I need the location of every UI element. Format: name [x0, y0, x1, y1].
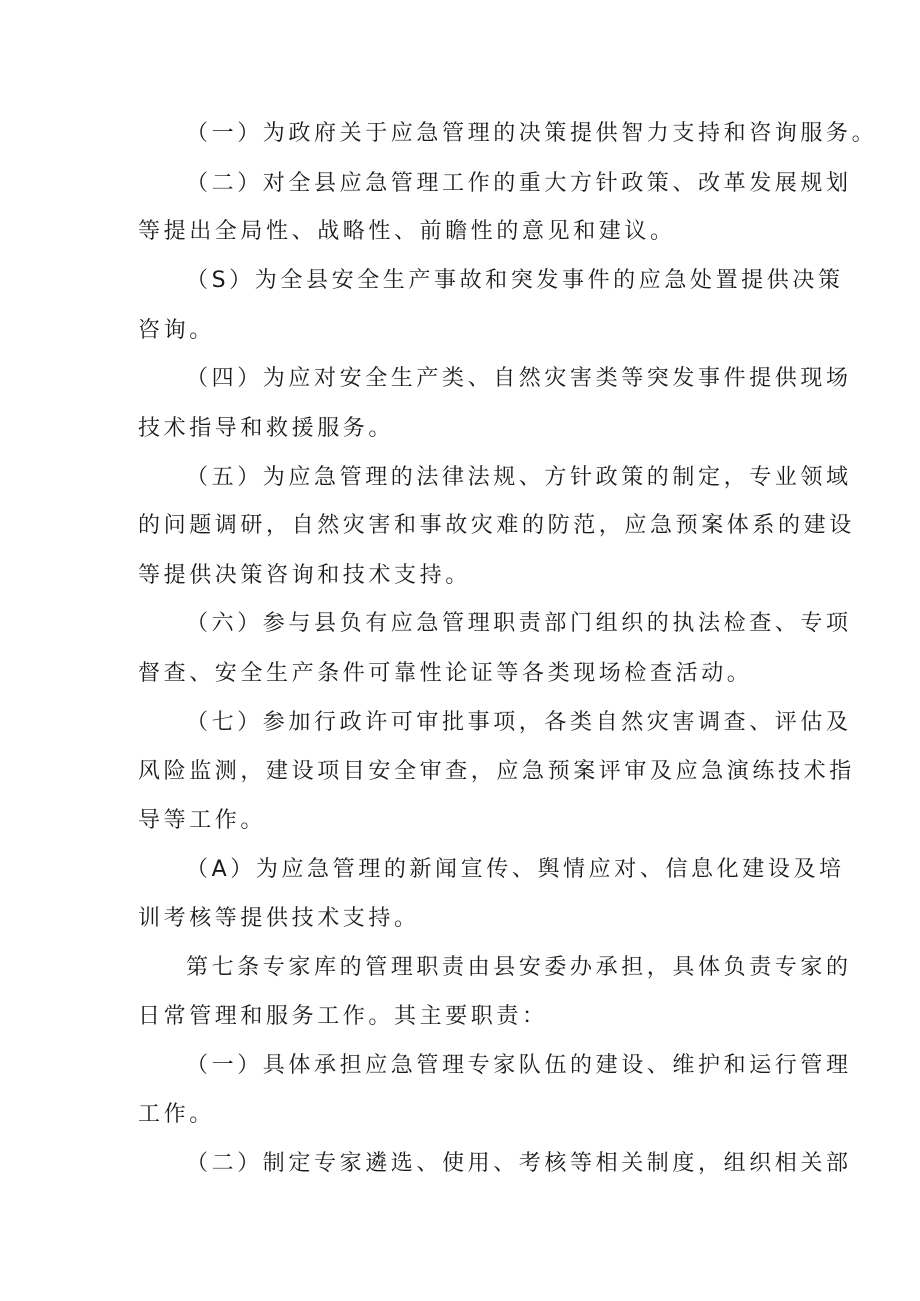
paragraph-11-line-1: （二）制定专家遴选、使用、考核等相关制度，组织相关部	[186, 1151, 852, 1176]
paragraph-10-line-1: （一）具体承担应急管理专家队伍的建设、维护和运行管理	[186, 1053, 852, 1078]
paragraph-5-line-1: （五）为应急管理的法律法规、方针政策的制定，专业领域	[186, 465, 852, 490]
paragraph-2-line-1: （二）对全县应急管理工作的重大方针政策、改革发展规划	[186, 171, 852, 196]
paragraph-7-line-2: 风险监测，建设项目安全审查，应急预案评审及应急演练技术指	[138, 759, 855, 784]
paragraph-9-line-2: 日常管理和服务工作。其主要职责：	[138, 1004, 548, 1029]
paragraph-8-line-2: 训考核等提供技术支持。	[138, 906, 420, 931]
paragraph-3-line-1: （S）为全县安全生产事故和突发事件的应急处置提供决策	[186, 268, 844, 293]
paragraph-10-line-2: 工作。	[138, 1102, 215, 1127]
paragraph-6-line-1: （六）参与县负有应急管理职责部门组织的执法检查、专项	[186, 611, 852, 636]
paragraph-1-line-1: （一）为政府关于应急管理的决策提供智力支持和咨询服务。	[186, 121, 878, 146]
paragraph-8-line-1: （A）为应急管理的新闻宣传、舆情应对、信息化建设及培	[186, 857, 845, 882]
paragraph-4-line-2: 技术指导和救援服务。	[138, 416, 395, 441]
paragraph-9-line-1: 第七条专家库的管理职责由县安委办承担，具体负责专家的	[186, 955, 852, 980]
paragraph-2-line-2: 等提出全局性、战略性、前瞻性的意见和建议。	[138, 219, 676, 244]
paragraph-3-line-2: 咨询。	[138, 318, 215, 343]
paragraph-7-line-1: （七）参加行政许可审批事项，各类自然灾害调查、评估及	[186, 710, 852, 735]
paragraph-7-line-3: 导等工作。	[138, 808, 267, 833]
paragraph-4-line-1: （四）为应对安全生产类、自然灾害类等突发事件提供现场	[186, 366, 852, 391]
paragraph-5-line-3: 等提供决策咨询和技术支持。	[138, 563, 471, 588]
paragraph-6-line-2: 督查、安全生产条件可靠性论证等各类现场检查活动。	[138, 661, 753, 686]
paragraph-5-line-2: 的问题调研，自然灾害和事故灾难的防范，应急预案体系的建设	[138, 513, 855, 538]
